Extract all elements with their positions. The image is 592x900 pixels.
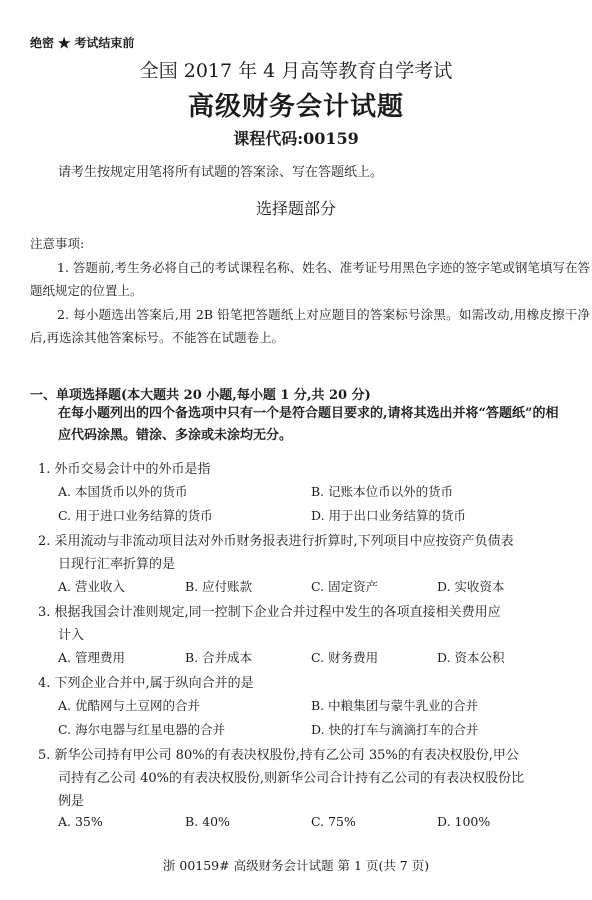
- question-2-option-d: D. 实收资本: [437, 579, 505, 594]
- exam-title: 全国 2017 年 4 月高等教育自学考试: [139, 60, 453, 82]
- question-1-option-c: C. 用于进口业务结算的货币: [58, 508, 213, 523]
- question-5-stem: 5. 新华公司持有甲公司 80%的有表决权股份,持有乙公司 35%的有表决权股份,甲公: [38, 748, 519, 763]
- question-4-option-a: A. 优酷网与土豆网的合并: [58, 698, 200, 713]
- question-2-option-b: B. 应付账款: [185, 579, 253, 594]
- question-5-stem-cont: 例是: [58, 794, 85, 809]
- question-1-option-b: B. 记账本位币以外的货币: [311, 484, 454, 499]
- question-1-option-a: A. 本国货币以外的货币: [58, 484, 188, 499]
- instruction-item: 2. 每小题选出答案后,用 2B 铅笔把答题纸上对应题目的答案标号涂黑。如需改动,用橡皮擦干净后,再选涂其他答案标号。不能答在试题卷上。: [30, 307, 590, 345]
- confidential-mark: 绝密 ★ 考试结束前: [30, 36, 135, 50]
- question-3-option-c: C. 财务费用: [311, 650, 379, 665]
- question-4-option-b: B. 中粮集团与蒙牛乳业的合并: [311, 698, 479, 713]
- section-title: 选择题部分: [255, 199, 336, 218]
- question-3-option-b: B. 合并成本: [185, 650, 253, 665]
- question-3-option-d: D. 资本公积: [437, 650, 505, 665]
- question-2-option-a: A. 营业收入: [58, 579, 125, 594]
- question-4-stem: 4. 下列企业合并中,属于纵向合并的是: [38, 676, 254, 691]
- question-2-stem-cont: 日现行汇率折算的是: [58, 557, 176, 572]
- question-2-option-c: C. 固定资产: [311, 579, 379, 594]
- question-5-option-c: C. 75%: [311, 814, 356, 829]
- question-1-option-d: D. 用于出口业务结算的货币: [311, 508, 467, 523]
- question-5-option-d: D. 100%: [437, 814, 491, 829]
- paper-title: 高级财务会计试题: [187, 92, 404, 122]
- question-5-stem-cont: 司持有乙公司 40%的有表决权股份,则新华公司合计持有乙公司的有表决权股份比: [58, 771, 525, 786]
- question-5-option-b: B. 40%: [185, 814, 230, 829]
- question-3-option-a: A. 管理费用: [58, 650, 125, 665]
- question-3-stem: 3. 根据我国会计准则规定,同一控制下企业合并过程中发生的各项直接相关费用应: [38, 605, 501, 620]
- question-2-stem: 2. 采用流动与非流动项目法对外币财务报表进行折算时,下列项目中应按资产负债表: [38, 534, 514, 549]
- course-code: 课程代码:00159: [233, 129, 359, 148]
- question-5-option-a: A. 35%: [58, 814, 103, 829]
- page-footer: 浙 00159# 高级财务会计试题 第 1 页(共 7 页): [162, 858, 430, 873]
- question-4-option-c: C. 海尔电器与红星电器的合并: [58, 722, 226, 737]
- question-1-stem: 1. 外币交易会计中的外币是指: [38, 462, 211, 477]
- answer-notice: 请考生按规定用笔将所有试题的答案涂、写在答题纸上。: [58, 165, 384, 180]
- instruction-item: 1. 答题前,考生务必将自己的考试课程名称、姓名、准考证号用黑色字迹的签字笔或钢笔填写在答题纸规定的位置上。: [30, 260, 590, 298]
- instructions-title: 注意事项:: [30, 236, 85, 251]
- part-heading: 一、单项选择题(本大题共 20 小题,每小题 1 分,共 20 分): [30, 388, 371, 403]
- question-4-option-d: D. 快的打车与滴滴打车的合并: [311, 722, 479, 737]
- part-description: 在每小题列出的四个备选项中只有一个是符合题目要求的,请将其选出并将“答题纸”的相应代码涂黑。错涂、多涂或未涂均无分。: [58, 406, 559, 443]
- question-3-stem-cont: 计入: [58, 628, 85, 643]
